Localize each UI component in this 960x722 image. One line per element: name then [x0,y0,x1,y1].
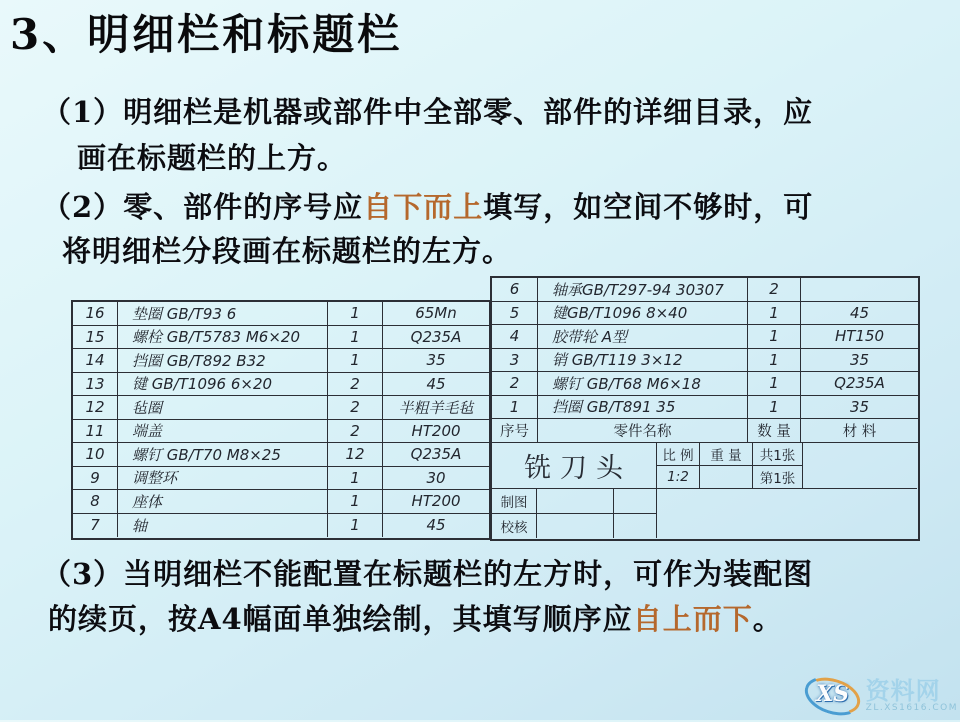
part-qty-cell: 2 [327,420,382,443]
sheets-total-cell: 共1张 [753,443,803,466]
part-number-cell: 13 [85,374,105,393]
part-number-cell: 9 [90,468,100,487]
part-material-cell: 35 [382,349,489,372]
paragraph-2-line-2: 将明细栏分段画在标题栏的左方。 [62,234,513,268]
part-name-cell: 垫圈 GB/T93 6 [117,302,327,325]
weight-value-cell [700,466,753,489]
header-number: 序号 [500,423,529,440]
parts-list-row [73,443,489,467]
checked-signature-cell [537,514,614,538]
part-name-cell: 轴承GB/T297-94 30307 [537,278,747,301]
part-material-cell: 65Mn [382,302,489,325]
part-name-cell: 螺钉 GB/T68 M6×18 [537,372,747,395]
header-qty: 数 量 [747,419,800,442]
part-material-cell: 35 [800,396,918,419]
header-material: 材 料 [800,419,918,442]
drawn-label-cell: 制图 [492,489,537,514]
part-material-cell: 半粗羊毛毡 [382,396,489,419]
part-material-cell: Q235A [800,372,918,395]
paragraph-1-line-2: 画在标题栏的上方。 [77,141,348,175]
paragraph-3-text: 的续页，按A4幅面单独绘制，其填写顺序应 [48,602,633,636]
part-qty-cell: 1 [327,467,382,490]
part-number-cell: 12 [85,398,105,417]
part-material-cell [800,278,918,301]
paragraph-2-text-after: 填写，如空间不够时，可 [483,190,814,224]
part-material-cell: 45 [382,514,489,538]
part-number-cell: 2 [509,374,520,393]
parts-list-row [73,420,489,444]
part-qty-cell: 1 [747,396,800,419]
part-qty-cell: 1 [327,514,382,538]
part-qty-cell: 1 [327,326,382,349]
parts-list-row [73,490,489,514]
part-number-cell: 14 [85,351,105,370]
part-name-cell: 毡圈 [117,396,327,419]
part-name-cell: 键 GB/T1096 6×20 [117,373,327,396]
parts-list-row [73,302,489,326]
part-number-cell: 10 [85,445,105,464]
part-material-cell: 35 [800,349,918,372]
part-material-cell: HT150 [800,325,918,348]
part-name-cell: 调整环 [117,467,327,490]
part-number-cell: 7 [90,516,100,535]
part-qty-cell: 1 [747,372,800,395]
part-name-cell: 螺钉 GB/T70 M8×25 [117,443,327,466]
drawn-date-cell [614,489,657,514]
parts-list-row [492,325,918,349]
part-qty-cell: 2 [327,396,382,419]
part-qty-cell: 2 [747,278,800,301]
part-name-cell: 座体 [117,490,327,513]
part-qty-cell: 1 [747,325,800,348]
part-number-cell: 5 [509,303,520,322]
sheet-number-cell: 第1张 [753,466,803,489]
part-number-cell: 1 [509,397,520,416]
parts-list-row [492,278,918,302]
watermark-site-url: ZL.XS1616.COM [865,703,958,713]
paragraph-3-line-2 [48,597,783,638]
parts-list-row [73,467,489,491]
parts-list-row [73,396,489,420]
parts-list-header-row [492,419,918,443]
paragraph-1-line-1: （1）明细栏是机器或部件中全部零、部件的详细目录，应 [42,95,814,129]
scale-label-cell: 比 例 [657,443,700,466]
checked-date-cell [614,514,657,538]
parts-list-row [492,396,918,420]
part-qty-cell: 1 [327,490,382,513]
xs-logo-text: XS [816,681,850,707]
part-qty-cell: 1 [747,302,800,325]
company-cell [803,443,917,489]
parts-list-row [492,349,918,373]
checked-label-cell: 校核 [492,514,537,538]
parts-list-left-table [71,300,491,540]
page-title: 3、明细栏和标题栏 [10,10,403,59]
drawing-name-cell: 铣刀头 [492,443,657,489]
paragraph-3-text-after: 。 [752,602,783,636]
part-name-cell: 键GB/T1096 8×40 [537,302,747,325]
watermark-site-name: 资料网 [865,677,941,705]
part-number-cell: 11 [85,421,105,440]
parts-list-right-rows [492,278,918,419]
part-number-cell: 16 [85,304,105,323]
remarks-cell [657,489,917,538]
part-qty-cell: 1 [747,349,800,372]
part-number-cell: 8 [90,492,100,511]
parts-list-row [73,349,489,373]
parts-list-row [73,514,489,538]
watermark [804,678,958,714]
part-material-cell: 45 [800,302,918,325]
part-name-cell: 胶带轮 A型 [537,325,747,348]
header-name: 零件名称 [537,419,747,442]
weight-label-cell: 重 量 [700,443,753,466]
part-name-cell: 螺栓 GB/T5783 M6×20 [117,326,327,349]
parts-list-row [73,326,489,350]
part-number-cell: 3 [509,350,520,369]
part-name-cell: 销 GB/T119 3×12 [537,349,747,372]
highlight-bottom-up: 自下而上 [363,190,484,224]
part-number-cell: 6 [509,280,520,299]
parts-list-right-table [490,276,920,541]
part-qty-cell: 2 [327,373,382,396]
parts-list-row [492,372,918,396]
scale-value-cell: 1:2 [657,466,700,489]
part-name-cell: 挡圈 GB/T891 35 [537,396,747,419]
paragraph-2-line-1 [42,185,813,226]
paragraph-3-line-1: （3）当明细栏不能配置在标题栏的左方时，可作为装配图 [42,557,814,591]
part-material-cell: 45 [382,373,489,396]
paragraph-2-text: （2）零、部件的序号应 [42,190,364,224]
highlight-top-down: 自上而下 [632,602,753,636]
part-name-cell: 轴 [117,514,327,538]
part-number-cell: 4 [509,327,520,346]
part-material-cell: HT200 [382,490,489,513]
drawn-signature-cell [537,489,614,514]
part-qty-cell: 1 [327,349,382,372]
part-material-cell: 30 [382,467,489,490]
parts-list-row [492,302,918,326]
part-number-cell: 15 [85,327,105,346]
part-qty-cell: 1 [327,302,382,325]
part-material-cell: Q235A [382,443,489,466]
part-name-cell: 挡圈 GB/T892 B32 [117,349,327,372]
part-qty-cell: 12 [327,443,382,466]
part-name-cell: 端盖 [117,420,327,443]
part-material-cell: HT200 [382,420,489,443]
part-material-cell: Q235A [382,326,489,349]
title-block [492,443,918,538]
xs-logo-icon [804,678,862,714]
watermark-text [866,679,958,713]
parts-list-row [73,373,489,397]
